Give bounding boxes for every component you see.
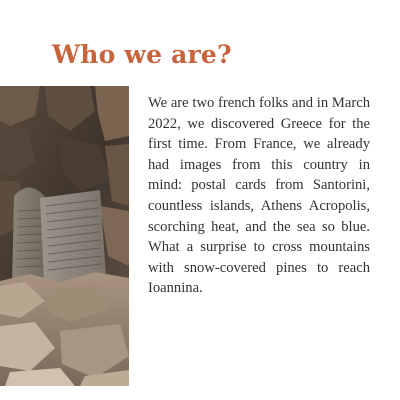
- stone-tablets-photo: [0, 86, 129, 386]
- intro-paragraph: We are two french folks and in March 2022, we discovered Greece for the first time. From France, we already had images from this country in mind: postal cards from Santorini, countless islands, Athens Acropolis, scorching heat, and the sea so blue. What a surprise to cross mountains with snow-covered pines to reach Ioannina.: [148, 95, 370, 297]
- page-title: Who we are?: [52, 40, 232, 69]
